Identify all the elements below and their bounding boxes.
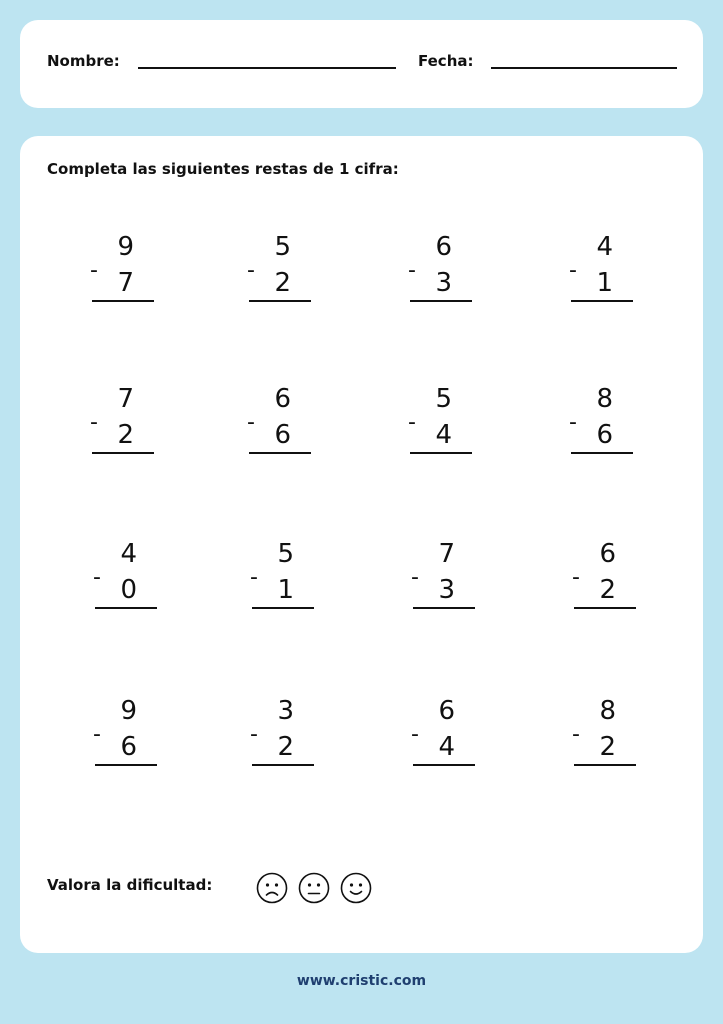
subtrahend: 4	[438, 732, 455, 762]
answer-line[interactable]	[92, 300, 154, 302]
minus-sign: -	[411, 565, 419, 590]
answer-line[interactable]	[252, 764, 314, 766]
minus-sign: -	[408, 410, 416, 435]
sad-face-icon[interactable]	[256, 872, 288, 904]
answer-line[interactable]	[413, 607, 475, 609]
rating-label: Valora la dificultad:	[47, 876, 213, 894]
minus-sign: -	[250, 565, 258, 590]
subtrahend: 0	[120, 575, 137, 605]
subtrahend: 6	[120, 732, 137, 762]
subtraction-problem	[252, 698, 314, 768]
answer-line[interactable]	[252, 607, 314, 609]
subtraction-problem	[252, 541, 314, 611]
subtrahend: 1	[277, 575, 294, 605]
subtrahend: 2	[277, 732, 294, 762]
minus-sign: -	[572, 565, 580, 590]
subtraction-problem	[410, 386, 472, 456]
minuend: 8	[596, 384, 613, 414]
subtraction-problem	[92, 386, 154, 456]
minuend: 7	[438, 539, 455, 569]
subtraction-problem	[249, 234, 311, 304]
minuend: 5	[274, 232, 291, 262]
minuend: 6	[599, 539, 616, 569]
minuend: 9	[117, 232, 134, 262]
minus-sign: -	[569, 410, 577, 435]
subtrahend: 6	[274, 420, 291, 450]
subtraction-problem	[571, 386, 633, 456]
subtrahend: 2	[274, 268, 291, 298]
minus-sign: -	[247, 258, 255, 283]
happy-face-icon[interactable]	[340, 872, 372, 904]
subtraction-problem	[95, 698, 157, 768]
minuend: 7	[117, 384, 134, 414]
minuend: 5	[277, 539, 294, 569]
minuend: 3	[277, 696, 294, 726]
minus-sign: -	[569, 258, 577, 283]
answer-line[interactable]	[95, 607, 157, 609]
subtrahend: 2	[117, 420, 134, 450]
name-field[interactable]	[138, 67, 396, 69]
minus-sign: -	[93, 722, 101, 747]
answer-line[interactable]	[95, 764, 157, 766]
minus-sign: -	[247, 410, 255, 435]
subtrahend: 2	[599, 732, 616, 762]
subtrahend: 2	[599, 575, 616, 605]
subtraction-problem	[410, 234, 472, 304]
minuend: 6	[435, 232, 452, 262]
subtraction-problem	[574, 541, 636, 611]
subtrahend: 4	[435, 420, 452, 450]
date-label: Fecha:	[418, 52, 474, 70]
subtraction-problem	[95, 541, 157, 611]
minuend: 9	[120, 696, 137, 726]
footer-url[interactable]: www.cristic.com	[296, 973, 427, 989]
name-label: Nombre:	[47, 52, 120, 70]
subtrahend: 3	[435, 268, 452, 298]
answer-line[interactable]	[571, 300, 633, 302]
minus-sign: -	[90, 258, 98, 283]
date-field[interactable]	[491, 67, 677, 69]
answer-line[interactable]	[249, 452, 311, 454]
subtraction-problem	[574, 698, 636, 768]
minus-sign: -	[572, 722, 580, 747]
subtrahend: 6	[596, 420, 613, 450]
minuend: 5	[435, 384, 452, 414]
minuend: 6	[438, 696, 455, 726]
answer-line[interactable]	[92, 452, 154, 454]
header-card	[20, 20, 703, 108]
subtrahend: 1	[596, 268, 613, 298]
subtraction-problem	[249, 386, 311, 456]
subtrahend: 3	[438, 575, 455, 605]
instructions: Completa las siguientes restas de 1 cifra:	[47, 160, 399, 178]
answer-line[interactable]	[249, 300, 311, 302]
minus-sign: -	[93, 565, 101, 590]
answer-line[interactable]	[571, 452, 633, 454]
answer-line[interactable]	[574, 764, 636, 766]
answer-line[interactable]	[574, 607, 636, 609]
minus-sign: -	[408, 258, 416, 283]
minus-sign: -	[90, 410, 98, 435]
subtraction-problem	[413, 698, 475, 768]
minus-sign: -	[250, 722, 258, 747]
minuend: 6	[274, 384, 291, 414]
answer-line[interactable]	[410, 452, 472, 454]
minuend: 4	[120, 539, 137, 569]
subtraction-problem	[92, 234, 154, 304]
minuend: 8	[599, 696, 616, 726]
worksheet-card	[20, 136, 703, 953]
answer-line[interactable]	[410, 300, 472, 302]
minuend: 4	[596, 232, 613, 262]
answer-line[interactable]	[413, 764, 475, 766]
subtraction-problem	[413, 541, 475, 611]
subtrahend: 7	[117, 268, 134, 298]
subtraction-problem	[571, 234, 633, 304]
minus-sign: -	[411, 722, 419, 747]
neutral-face-icon[interactable]	[298, 872, 330, 904]
